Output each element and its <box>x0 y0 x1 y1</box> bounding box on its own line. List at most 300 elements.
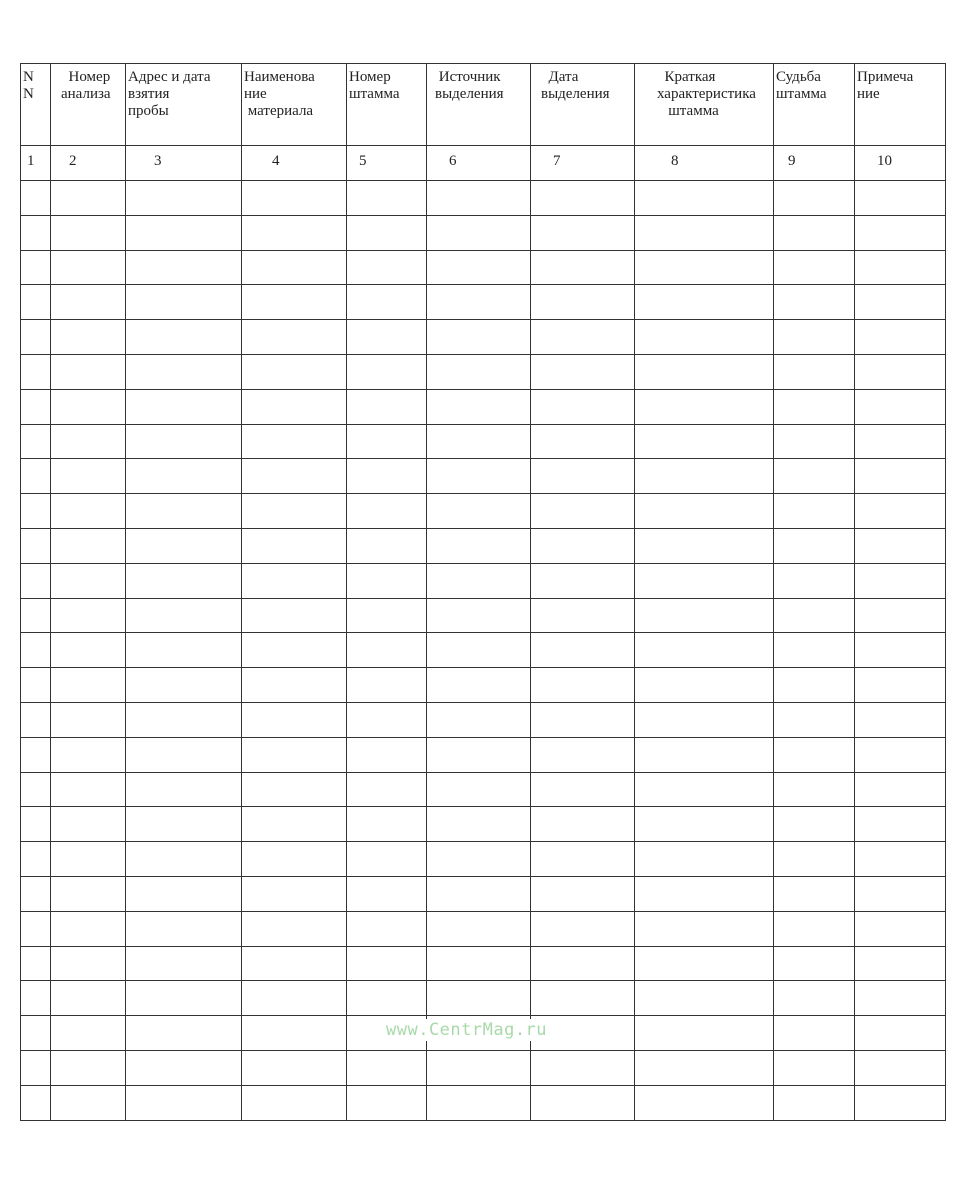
strain-register-form <box>20 63 945 1121</box>
empty-entry-cell <box>635 355 774 390</box>
empty-entry-cell <box>635 772 774 807</box>
column-number-cell: 2 <box>51 146 126 181</box>
empty-entry-cell <box>774 320 855 355</box>
empty-entry-cell <box>51 320 126 355</box>
empty-entry-cell <box>347 737 427 772</box>
empty-entry-cell <box>21 563 51 598</box>
column-number-cell: 3 <box>126 146 242 181</box>
empty-entry-cell <box>347 494 427 529</box>
empty-entry-cell <box>126 1016 242 1051</box>
empty-entry-cell <box>635 285 774 320</box>
empty-entry-cell <box>347 181 427 216</box>
empty-entry-cell <box>531 529 635 564</box>
empty-entry-cell <box>126 389 242 424</box>
empty-entry-cell <box>855 737 946 772</box>
empty-entry-cell <box>126 355 242 390</box>
empty-entry-cell <box>242 842 347 877</box>
empty-entry-cell <box>242 285 347 320</box>
empty-entry-cell <box>21 807 51 842</box>
empty-entry-cell <box>347 946 427 981</box>
empty-entry-cell <box>774 981 855 1016</box>
empty-entry-cell <box>51 842 126 877</box>
empty-entry-cell <box>126 668 242 703</box>
empty-entry-cell <box>51 1016 126 1051</box>
empty-entry-cell <box>531 320 635 355</box>
empty-entry-cell <box>427 981 531 1016</box>
empty-entry-cell <box>21 633 51 668</box>
empty-entry-cell <box>242 389 347 424</box>
empty-entry-cell <box>242 668 347 703</box>
empty-entry-cell <box>635 911 774 946</box>
empty-entry-cell <box>635 320 774 355</box>
empty-entry-cell <box>635 563 774 598</box>
empty-entry-cell <box>855 633 946 668</box>
empty-entry-cell <box>427 877 531 912</box>
empty-entry-cell <box>21 842 51 877</box>
empty-entry-cell <box>855 494 946 529</box>
empty-entry-cell <box>635 1085 774 1120</box>
empty-entry-cell <box>51 807 126 842</box>
table-row <box>21 563 946 598</box>
empty-entry-cell <box>855 1016 946 1051</box>
empty-entry-cell <box>51 355 126 390</box>
empty-entry-cell <box>242 1050 347 1085</box>
empty-entry-cell <box>347 355 427 390</box>
empty-entry-cell <box>51 1050 126 1085</box>
empty-entry-cell <box>347 911 427 946</box>
empty-entry-cell <box>21 389 51 424</box>
empty-entry-cell <box>774 946 855 981</box>
column-number-cell: 10 <box>855 146 946 181</box>
empty-entry-cell <box>347 668 427 703</box>
empty-entry-cell <box>51 181 126 216</box>
empty-entry-cell <box>21 1085 51 1120</box>
empty-entry-cell <box>427 529 531 564</box>
table-row <box>21 981 946 1016</box>
empty-entry-cell <box>427 389 531 424</box>
empty-entry-cell <box>21 355 51 390</box>
empty-entry-cell <box>635 181 774 216</box>
empty-entry-cell <box>774 355 855 390</box>
empty-entry-cell <box>774 668 855 703</box>
empty-entry-cell <box>531 1085 635 1120</box>
table-header-row <box>21 64 946 146</box>
empty-entry-cell <box>531 215 635 250</box>
empty-entry-cell <box>855 1050 946 1085</box>
empty-entry-cell <box>635 633 774 668</box>
table-row <box>21 911 946 946</box>
empty-entry-cell <box>427 911 531 946</box>
empty-entry-cell <box>855 911 946 946</box>
table-row <box>21 772 946 807</box>
empty-entry-cell <box>21 668 51 703</box>
empty-entry-cell <box>635 250 774 285</box>
column-number-cell: 6 <box>427 146 531 181</box>
empty-entry-cell <box>126 1050 242 1085</box>
empty-entry-cell <box>242 181 347 216</box>
empty-entry-cell <box>531 703 635 738</box>
empty-entry-cell <box>774 389 855 424</box>
empty-entry-cell <box>635 842 774 877</box>
table-row <box>21 1050 946 1085</box>
empty-entry-cell <box>855 842 946 877</box>
empty-entry-cell <box>21 181 51 216</box>
empty-entry-cell <box>635 737 774 772</box>
empty-entry-cell <box>51 424 126 459</box>
empty-entry-cell <box>51 946 126 981</box>
empty-entry-cell <box>347 285 427 320</box>
empty-entry-cell <box>242 598 347 633</box>
empty-entry-cell <box>635 389 774 424</box>
empty-entry-cell <box>21 703 51 738</box>
empty-entry-cell <box>21 424 51 459</box>
empty-entry-cell <box>21 737 51 772</box>
empty-entry-cell <box>855 320 946 355</box>
table-row <box>21 807 946 842</box>
empty-entry-cell <box>427 737 531 772</box>
empty-entry-cell <box>427 181 531 216</box>
empty-entry-cell <box>427 250 531 285</box>
empty-entry-cell <box>242 1085 347 1120</box>
empty-entry-cell <box>21 946 51 981</box>
empty-entry-cell <box>635 981 774 1016</box>
column-header-notes: Примеча ние <box>855 64 946 146</box>
empty-entry-cell <box>242 320 347 355</box>
column-number-cell: 8 <box>635 146 774 181</box>
empty-entry-cell <box>347 459 427 494</box>
empty-entry-cell <box>126 181 242 216</box>
empty-entry-cell <box>242 424 347 459</box>
empty-entry-cell <box>126 842 242 877</box>
column-header-analysis-number: Номер анализа <box>51 64 126 146</box>
empty-entry-cell <box>126 911 242 946</box>
empty-entry-cell <box>774 1050 855 1085</box>
empty-entry-cell <box>855 981 946 1016</box>
empty-entry-cell <box>531 842 635 877</box>
empty-entry-cell <box>855 424 946 459</box>
empty-entry-cell <box>774 911 855 946</box>
empty-entry-cell <box>51 911 126 946</box>
empty-entry-cell <box>242 215 347 250</box>
empty-entry-cell <box>126 772 242 807</box>
empty-entry-cell <box>347 250 427 285</box>
empty-entry-cell <box>51 668 126 703</box>
empty-entry-cell <box>531 772 635 807</box>
empty-entry-cell <box>427 355 531 390</box>
empty-entry-cell <box>774 181 855 216</box>
column-number-cell: 4 <box>242 146 347 181</box>
column-number-cell: 9 <box>774 146 855 181</box>
empty-entry-cell <box>347 842 427 877</box>
empty-entry-cell <box>531 668 635 703</box>
empty-entry-cell <box>347 981 427 1016</box>
empty-entry-cell <box>242 877 347 912</box>
empty-entry-cell <box>347 703 427 738</box>
table-row <box>21 389 946 424</box>
empty-entry-cell <box>531 285 635 320</box>
empty-entry-cell <box>635 1050 774 1085</box>
empty-entry-cell <box>21 250 51 285</box>
empty-entry-cell <box>21 598 51 633</box>
empty-entry-cell <box>635 215 774 250</box>
table-row <box>21 285 946 320</box>
empty-entry-cell <box>531 355 635 390</box>
empty-entry-cell <box>126 633 242 668</box>
empty-entry-cell <box>347 633 427 668</box>
empty-entry-cell <box>347 424 427 459</box>
empty-entry-cell <box>21 1050 51 1085</box>
empty-entry-cell <box>635 946 774 981</box>
empty-entry-cell <box>126 946 242 981</box>
empty-entry-cell <box>21 877 51 912</box>
empty-entry-cell <box>635 668 774 703</box>
empty-entry-cell <box>242 807 347 842</box>
column-header-material-name: Наименова ние материала <box>242 64 347 146</box>
empty-entry-cell <box>21 320 51 355</box>
table-row <box>21 494 946 529</box>
empty-entry-cell <box>774 529 855 564</box>
empty-entry-cell <box>242 703 347 738</box>
column-header-strain-fate: Судьба штамма <box>774 64 855 146</box>
empty-entry-cell <box>531 563 635 598</box>
empty-entry-cell <box>855 1085 946 1120</box>
empty-entry-cell <box>126 285 242 320</box>
empty-entry-cell <box>51 285 126 320</box>
empty-entry-cell <box>51 1085 126 1120</box>
empty-entry-cell <box>51 494 126 529</box>
empty-entry-cell <box>855 703 946 738</box>
empty-entry-cell <box>774 807 855 842</box>
empty-entry-cell <box>531 877 635 912</box>
empty-entry-cell <box>531 389 635 424</box>
column-number-cell: 5 <box>347 146 427 181</box>
empty-entry-cell <box>242 459 347 494</box>
empty-entry-cell <box>635 877 774 912</box>
column-header-strain-number: Номер штамма <box>347 64 427 146</box>
empty-entry-cell <box>774 703 855 738</box>
watermark-text: www.CentrMag.ru <box>386 1020 548 1040</box>
table-row <box>21 703 946 738</box>
table-row <box>21 946 946 981</box>
empty-entry-cell <box>531 250 635 285</box>
empty-entry-cell <box>774 424 855 459</box>
empty-entry-cell <box>242 911 347 946</box>
empty-entry-cell <box>242 981 347 1016</box>
empty-entry-cell <box>242 355 347 390</box>
empty-entry-cell <box>855 807 946 842</box>
empty-entry-cell <box>531 807 635 842</box>
empty-entry-cell <box>21 494 51 529</box>
empty-entry-cell <box>242 250 347 285</box>
table-row <box>21 459 946 494</box>
empty-entry-cell <box>531 424 635 459</box>
empty-entry-cell <box>347 215 427 250</box>
empty-entry-cell <box>635 494 774 529</box>
empty-entry-cell <box>855 946 946 981</box>
empty-entry-cell <box>51 737 126 772</box>
column-header-isolation-date: Дата выделения <box>531 64 635 146</box>
empty-entry-cell <box>427 1085 531 1120</box>
column-number-cell: 1 <box>21 146 51 181</box>
empty-entry-cell <box>21 529 51 564</box>
empty-entry-cell <box>347 1085 427 1120</box>
column-header-row-number: N N <box>21 64 51 146</box>
empty-entry-cell <box>427 459 531 494</box>
empty-entry-cell <box>126 529 242 564</box>
empty-entry-cell <box>21 911 51 946</box>
empty-entry-cell <box>855 250 946 285</box>
table-row <box>21 668 946 703</box>
empty-entry-cell <box>855 389 946 424</box>
empty-entry-cell <box>635 807 774 842</box>
empty-entry-cell <box>855 181 946 216</box>
empty-entry-cell <box>126 703 242 738</box>
empty-entry-cell <box>51 563 126 598</box>
table-row <box>21 737 946 772</box>
empty-entry-cell <box>855 877 946 912</box>
empty-entry-cell <box>427 842 531 877</box>
empty-entry-cell <box>347 563 427 598</box>
empty-entry-cell <box>635 598 774 633</box>
empty-entry-cell <box>126 981 242 1016</box>
empty-entry-cell <box>531 459 635 494</box>
empty-entry-cell <box>21 772 51 807</box>
empty-entry-cell <box>774 877 855 912</box>
empty-entry-cell <box>51 981 126 1016</box>
empty-entry-cell <box>855 215 946 250</box>
empty-entry-cell <box>774 1016 855 1051</box>
empty-entry-cell <box>855 598 946 633</box>
empty-entry-cell <box>427 772 531 807</box>
empty-entry-cell <box>774 842 855 877</box>
empty-entry-cell <box>126 1085 242 1120</box>
empty-entry-cell <box>427 494 531 529</box>
empty-entry-cell <box>126 598 242 633</box>
table-row <box>21 215 946 250</box>
table-row <box>21 424 946 459</box>
empty-entry-cell <box>427 807 531 842</box>
empty-entry-cell <box>774 737 855 772</box>
empty-entry-cell <box>242 772 347 807</box>
empty-entry-cell <box>531 981 635 1016</box>
empty-entry-cell <box>126 424 242 459</box>
empty-entry-cell <box>242 737 347 772</box>
empty-entry-cell <box>635 424 774 459</box>
empty-entry-cell <box>51 250 126 285</box>
empty-entry-cell <box>774 1085 855 1120</box>
table-row <box>21 181 946 216</box>
empty-entry-cell <box>855 668 946 703</box>
empty-entry-cell <box>427 563 531 598</box>
table-row <box>21 877 946 912</box>
empty-entry-cell <box>51 598 126 633</box>
empty-entry-cell <box>242 1016 347 1051</box>
empty-entry-cell <box>855 563 946 598</box>
empty-entry-cell <box>126 737 242 772</box>
empty-entry-cell <box>51 877 126 912</box>
empty-entry-cell <box>531 946 635 981</box>
empty-entry-cell <box>774 598 855 633</box>
empty-entry-cell <box>51 459 126 494</box>
strain-register-table <box>20 63 946 1121</box>
empty-entry-cell <box>855 529 946 564</box>
empty-entry-cell <box>427 668 531 703</box>
empty-entry-cell <box>774 563 855 598</box>
empty-entry-cell <box>531 598 635 633</box>
empty-entry-cell <box>21 981 51 1016</box>
empty-entry-cell <box>635 459 774 494</box>
table-row <box>21 842 946 877</box>
table-row <box>21 633 946 668</box>
empty-entry-cell <box>427 215 531 250</box>
table-row <box>21 529 946 564</box>
empty-entry-cell <box>126 215 242 250</box>
empty-entry-cell <box>242 563 347 598</box>
empty-entry-cell <box>347 1050 427 1085</box>
empty-entry-cell <box>531 1050 635 1085</box>
empty-entry-cell <box>635 703 774 738</box>
empty-entry-cell <box>774 772 855 807</box>
empty-entry-cell <box>635 529 774 564</box>
empty-entry-cell <box>531 911 635 946</box>
empty-entry-cell <box>427 1050 531 1085</box>
column-header-isolation-source: Источник выделения <box>427 64 531 146</box>
table-row <box>21 355 946 390</box>
empty-entry-cell <box>347 772 427 807</box>
empty-entry-cell <box>774 250 855 285</box>
table-row <box>21 598 946 633</box>
empty-entry-cell <box>51 772 126 807</box>
empty-entry-cell <box>427 598 531 633</box>
empty-entry-cell <box>531 181 635 216</box>
empty-entry-cell <box>855 459 946 494</box>
empty-entry-cell <box>531 633 635 668</box>
empty-entry-cell <box>242 529 347 564</box>
table-row <box>21 1085 946 1120</box>
empty-entry-cell <box>427 946 531 981</box>
empty-entry-cell <box>427 424 531 459</box>
empty-entry-cell <box>126 563 242 598</box>
table-row <box>21 320 946 355</box>
empty-entry-cell <box>774 494 855 529</box>
empty-entry-cell <box>126 877 242 912</box>
empty-entry-cell <box>51 389 126 424</box>
empty-entry-cell <box>531 494 635 529</box>
empty-entry-cell <box>21 285 51 320</box>
empty-entry-cell <box>126 320 242 355</box>
column-header-sample-address-date: Адрес и дата взятия пробы <box>126 64 242 146</box>
empty-entry-cell <box>242 946 347 981</box>
table-row <box>21 250 946 285</box>
empty-entry-cell <box>21 459 51 494</box>
empty-entry-cell <box>347 598 427 633</box>
empty-entry-cell <box>774 285 855 320</box>
empty-entry-cell <box>774 459 855 494</box>
empty-entry-cell <box>347 389 427 424</box>
empty-entry-cell <box>427 633 531 668</box>
column-header-strain-characteristic: Краткая характеристика штамма <box>635 64 774 146</box>
empty-entry-cell <box>51 215 126 250</box>
empty-entry-cell <box>242 494 347 529</box>
empty-entry-cell <box>427 320 531 355</box>
empty-entry-cell <box>427 285 531 320</box>
empty-entry-cell <box>126 459 242 494</box>
empty-entry-cell <box>51 703 126 738</box>
empty-entry-cell <box>635 1016 774 1051</box>
column-number-row <box>21 146 946 181</box>
empty-entry-cell <box>774 633 855 668</box>
empty-entry-cell <box>347 807 427 842</box>
